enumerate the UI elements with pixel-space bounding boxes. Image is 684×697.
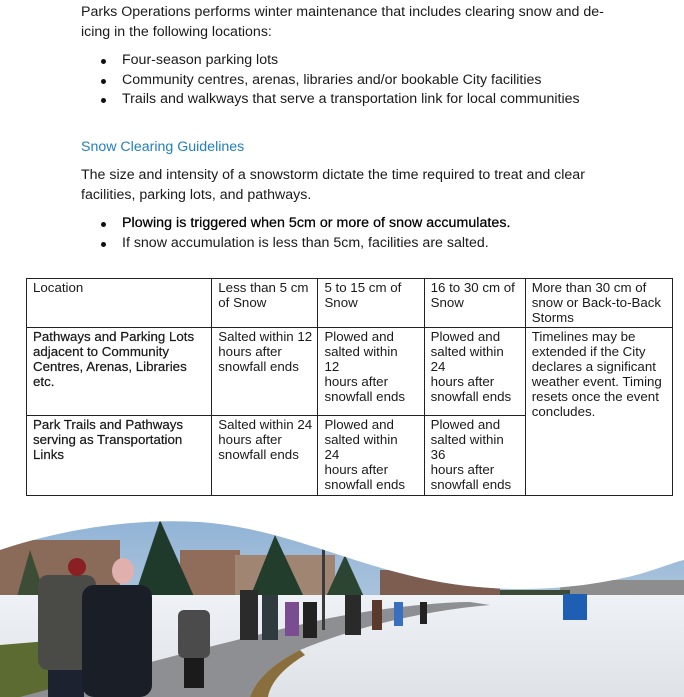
cell-text: hours after snowfall ends <box>324 462 406 492</box>
person <box>345 595 361 635</box>
list-item <box>101 71 621 91</box>
column-header-less-than-5: Less than 5 cm of Snow <box>212 279 318 328</box>
guidelines-paragraph: The size and intensity of a snowstorm dictate the time required to treat and clear facilities, parking lots, and pathways. <box>81 167 585 203</box>
bullet-icon <box>101 98 106 103</box>
5-to-15-cell <box>318 416 424 496</box>
list-item <box>101 214 621 234</box>
photo-content <box>0 510 684 697</box>
person <box>303 602 317 638</box>
cell-hours: 24 <box>430 359 446 374</box>
location-cell: Park Trails and Pathways serving as Transportation Links <box>27 416 212 496</box>
person-hat <box>68 558 86 576</box>
lamp-post <box>322 540 325 630</box>
person-hat <box>112 558 134 584</box>
cell-text: Plowed and salted within <box>430 329 504 359</box>
list-item-text: Plowing is triggered when 5cm or more of snow accumulates. <box>122 215 511 231</box>
16-to-30-cell <box>424 416 525 496</box>
person <box>240 590 258 640</box>
list-item <box>101 90 621 110</box>
column-header-16-to-30: 16 to 30 cm of Snow <box>424 279 525 328</box>
column-header-more-than-30: More than 30 cm of snow or Back-to-Back Storms <box>525 279 672 328</box>
list-item <box>101 234 621 254</box>
list-item <box>101 51 621 71</box>
section-heading: Snow Clearing Guidelines <box>81 139 245 155</box>
cell-text: Salted within 24 hours after snowfall ends <box>218 417 313 462</box>
more-than-30-cell: Timelines may be extended if the City declares a significant weather event. Timing resets once the event concludes. <box>525 328 672 496</box>
bullet-icon <box>101 242 106 247</box>
intro-paragraph: Parks Operations performs winter maintenance that includes clearing snow and de-icing in the following locations: <box>81 4 604 40</box>
blue-bin <box>563 594 587 620</box>
table-header-row <box>27 279 673 328</box>
rules-list <box>101 214 621 253</box>
person <box>394 602 403 626</box>
list-item-text: Four-season parking lots <box>122 52 279 68</box>
less-than-5-cell <box>212 328 318 416</box>
column-header-location: Location <box>27 279 212 328</box>
5-to-15-cell <box>318 328 424 416</box>
person <box>285 602 299 636</box>
cell-text: Plowed and salted within <box>324 417 398 447</box>
locations-list <box>101 51 621 110</box>
snow-clearing-table <box>26 278 673 496</box>
bullet-icon <box>101 79 106 84</box>
person-legs <box>48 670 84 697</box>
list-item-text: Community centres, arenas, libraries and/or bookable City facilities <box>122 71 542 88</box>
person <box>372 600 382 630</box>
person-adult <box>82 585 152 697</box>
location-cell: Pathways and Parking Lots adjacent to Community Centres, Arenas, Libraries etc. <box>27 328 212 416</box>
bullet-icon <box>101 222 106 227</box>
cell-hours: 36 <box>430 447 446 462</box>
person-legs <box>184 658 204 688</box>
list-item-text: Trails and walkways that serve a transportation link for local communities <box>122 91 580 107</box>
cell-hours: 12 <box>324 359 340 374</box>
cell-text: hours after snowfall ends <box>430 462 512 492</box>
snowy-trail-photo <box>0 510 684 697</box>
cell-text: Plowed and salted within <box>430 417 504 447</box>
cell-text: Salted within 12 hours after snowfall ends <box>218 329 313 374</box>
person <box>262 595 278 640</box>
cell-text: hours after snowfall ends <box>430 374 512 404</box>
person-child <box>178 610 210 658</box>
cell-text: Plowed and salted within <box>324 329 398 359</box>
cell-hours: 24 <box>324 447 340 462</box>
list-item-text: If snow accumulation is less than 5cm, facilities are salted. <box>122 234 489 251</box>
table-row <box>27 328 673 416</box>
less-than-5-cell <box>212 416 318 496</box>
person <box>420 602 427 624</box>
column-header-5-to-15: 5 to 15 cm of Snow <box>318 279 424 328</box>
16-to-30-cell <box>424 328 525 416</box>
cell-text: hours after snowfall ends <box>324 374 406 404</box>
bullet-icon <box>101 59 106 64</box>
